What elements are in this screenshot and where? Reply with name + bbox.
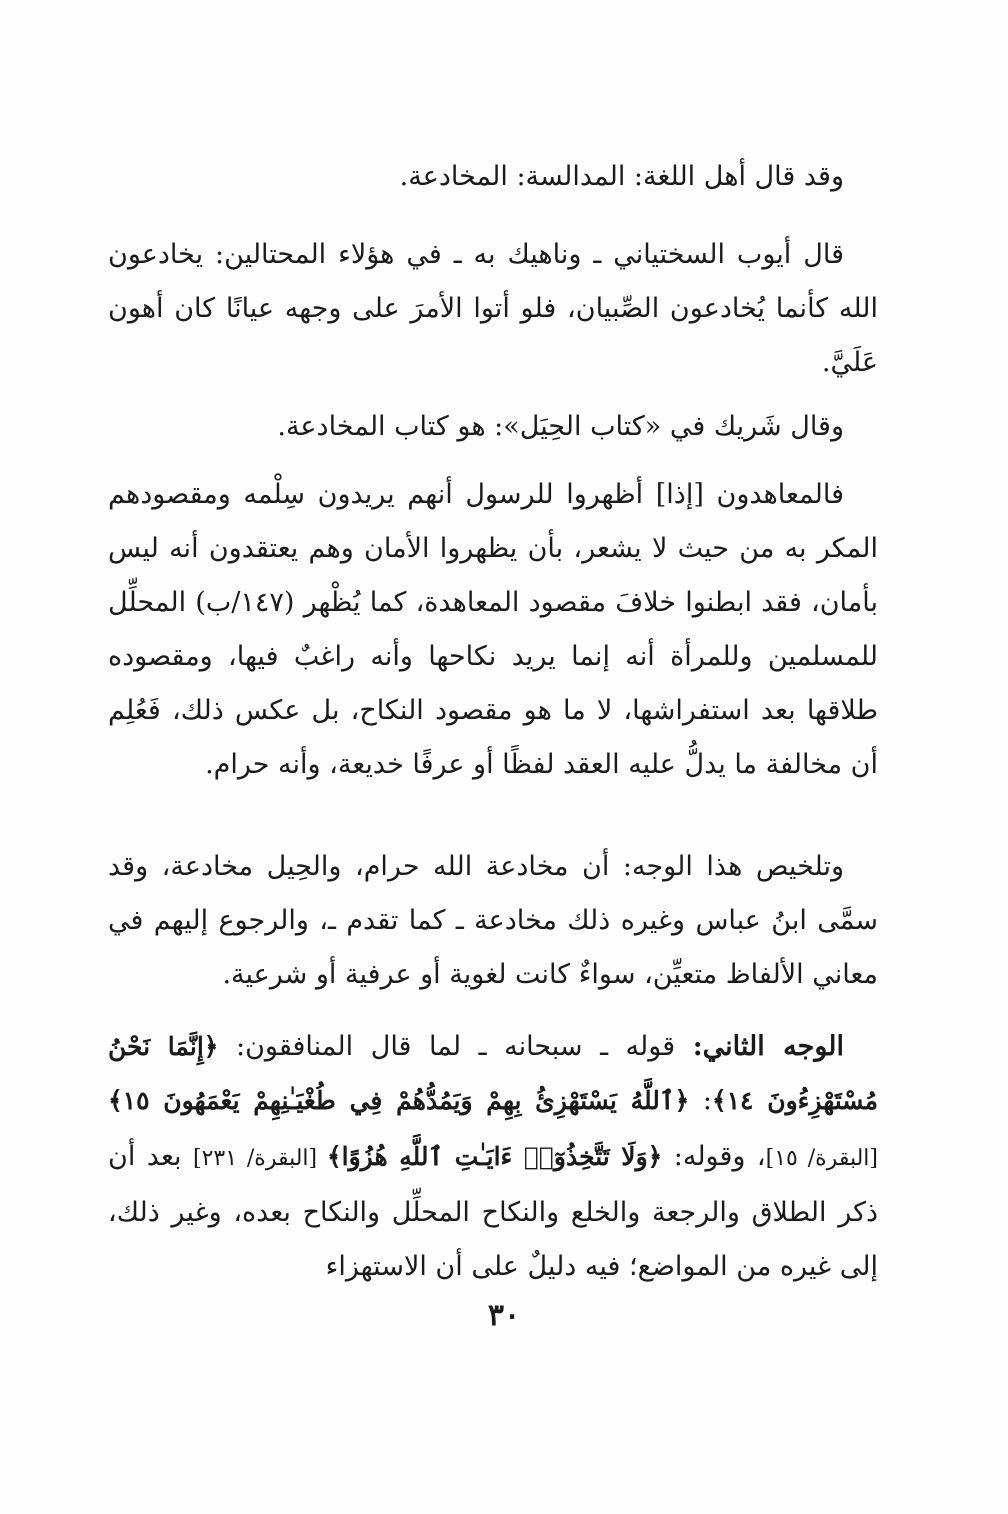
paragraph-text: وتلخيص هذا الوجه: أن مخادعة الله حرام، والحِيل مخادعة، وقد سمَّى ابنُ عباس وغيره ذلك مخادعة ـ كما تقدم ـ، والرجوع إليهم في معاني الألفاظ متعيِّن، سواءٌ كانت لغوية أو عرفية أو شرعية. [108, 851, 878, 990]
paragraph-6 [108, 1020, 878, 1294]
paragraph-5 [108, 840, 878, 1002]
quran-verse: ﴿ٱللَّهُ يَسْتَهْزِئُ بِهِمْ وَيَمُدُّهُمْ فِي طُغْيَـٰنِهِمْ يَعْمَهُونَ ١٥﴾ [108, 1086, 690, 1115]
paragraph-text [108, 1020, 878, 1294]
quran-verse: ﴿إِنَّمَا نَحْنُ مُسْتَهْزِءُونَ ١٤﴾ [108, 1032, 878, 1115]
text-run: بعد أن ذكر الطلاق والرجعة والخلع والنكاح المحلِّل والنكاح بعده، وغير ذلك، إلى غيره من المواضع؛ فيه دليلٌ على أن الاستهزاء [108, 1141, 878, 1282]
text-run: قوله ـ سبحانه ـ لما قال المنافقون: [218, 1031, 693, 1062]
page-number: ٣٠ [487, 1298, 521, 1333]
paragraph-2 [108, 228, 878, 390]
paragraph-text: وقال شَريك في «كتاب الحِيَل»: هو كتاب المخادعة. [277, 411, 844, 442]
text-run: ، وقوله: [662, 1141, 766, 1172]
verse-reference: [البقرة/ ١٥] [765, 1146, 878, 1171]
paragraph-4 [108, 468, 878, 792]
text-run: : [689, 1085, 712, 1116]
paragraph-1 [108, 150, 878, 204]
verse-reference: [البقرة/ ٢٣١] [192, 1146, 328, 1171]
paragraph-text: فالمعاهدون [إذا] أظهروا للرسول أنهم يريدون سِلْمه ومقصودهم المكر به من حيث لا يشعر، بأن يظهروا الأمان وهم يعتقدون أنه ليس بأمان، فقد ابطنوا خلافَ مقصود المعاهدة، كما يُظْهر (١٤٧/ب) المحلِّل للمسلمين وللمرأة أنه إنما يريد نكاحها وأنه راغبٌ فيها، ومقصوده طلاقها بعد استفراشها، لا ما هو مقصود النكاح، بل عكس ذلك، فَعُلِم أن مخالفة ما يدلُّ عليه العقد لفظًا أو عرفًا خديعة، وأنه حرام. [108, 479, 878, 780]
paragraph-3 [108, 400, 878, 454]
quran-verse: ﴿وَلَا تَتَّخِذُوٓا۟ ءَايَـٰتِ ٱللَّهِ هُزُوًا﴾ [327, 1142, 663, 1171]
paragraph-text: قال أيوب السختياني ـ وناهيك به ـ في هؤلاء المحتالين: يخادعون الله كأنما يُخادعون الصِّبيان، فلو أتوا الأمرَ على وجهه عيانًا كان أهون عَلَيَّ. [108, 239, 878, 378]
paragraph-text: وقد قال أهل اللغة: المدالسة: المخادعة. [399, 161, 844, 192]
section-lead: الوجه الثاني: [692, 1031, 844, 1062]
